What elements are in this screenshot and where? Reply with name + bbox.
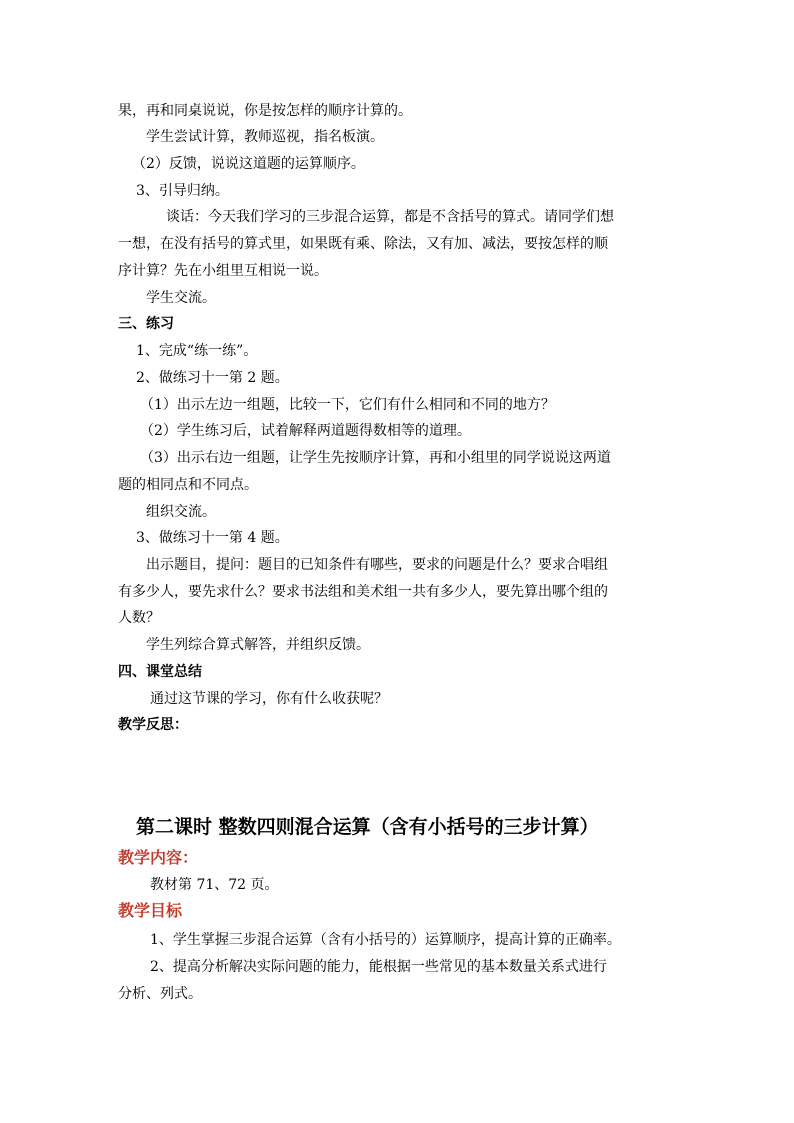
paragraph-line: 一想，在没有括号的算式里，如果既有乘、除法，又有加、减法，要按怎样的顺	[118, 236, 608, 252]
paragraph-line: 有多少人，要先求什么？要求书法组和美术组一共有多少人，要先算出哪个组的	[118, 584, 608, 600]
paragraph-line: （2）学生练习后，试着解释两道题得数相等的道理。	[140, 423, 471, 439]
goal-item: 2、提高分析解决实际问题的能力，能根据一些常见的基本数量关系式进行	[150, 959, 607, 975]
section-heading: 三、练习	[118, 316, 174, 332]
paragraph-line: （1）出示左边一组题，比较一下，它们有什么相同和不同的地方？	[140, 397, 555, 413]
paragraph-line: 序计算？先在小组里互相说一说。	[118, 263, 328, 279]
goal-item-continued: 分析、列式。	[118, 986, 202, 1002]
content-text: 教材第 71、72 页。	[150, 877, 279, 893]
reflection-heading: 教学反思：	[118, 717, 188, 733]
paragraph-line: 谈话：今天我们学习的三步混合运算，都是不含括号的算式。请同学们想	[166, 209, 614, 225]
paragraph-line: 3、引导归纳。	[136, 183, 229, 199]
lesson-title: 第二课时 整数四则混合运算（含有小括号的三步计算）	[136, 816, 599, 838]
section-heading: 四、课堂总结	[118, 664, 202, 680]
paragraph-line: 1、完成“练一练”。	[136, 343, 258, 359]
paragraph-line: 出示题目，提问：题目的已知条件有哪些，要求的问题是什么？要求合唱组	[146, 557, 608, 573]
paragraph-line: （2）反馈，说说这道题的运算顺序。	[132, 156, 365, 172]
paragraph-line: （3）出示右边一组题，让学生先按顺序计算，再和小组里的同学说说这两道	[140, 450, 611, 466]
paragraph-line: 题的相同点和不同点。	[118, 477, 258, 493]
paragraph-line: 组织交流。	[146, 504, 216, 520]
paragraph-line: 学生交流。	[146, 290, 216, 306]
goals-heading: 教学目标	[118, 901, 183, 920]
paragraph-line: 3、做练习十一第 4 题。	[136, 530, 289, 546]
paragraph-line: 学生尝试计算，教师巡视，指名板演。	[146, 129, 384, 145]
paragraph-line: 通过这节课的学习，你有什么收获呢？	[150, 691, 388, 707]
goal-item: 1、学生掌握三步混合运算（含有小括号的）运算顺序，提高计算的正确率。	[150, 932, 621, 948]
paragraph-line: 2、做练习十一第 2 题。	[136, 370, 289, 386]
paragraph-line: 果，再和同桌说说，你是按怎样的顺序计算的。	[118, 103, 412, 119]
paragraph-line: 人数？	[118, 610, 160, 626]
content-heading: 教学内容：	[118, 848, 199, 867]
paragraph-line: 学生列综合算式解答，并组织反馈。	[146, 637, 370, 653]
